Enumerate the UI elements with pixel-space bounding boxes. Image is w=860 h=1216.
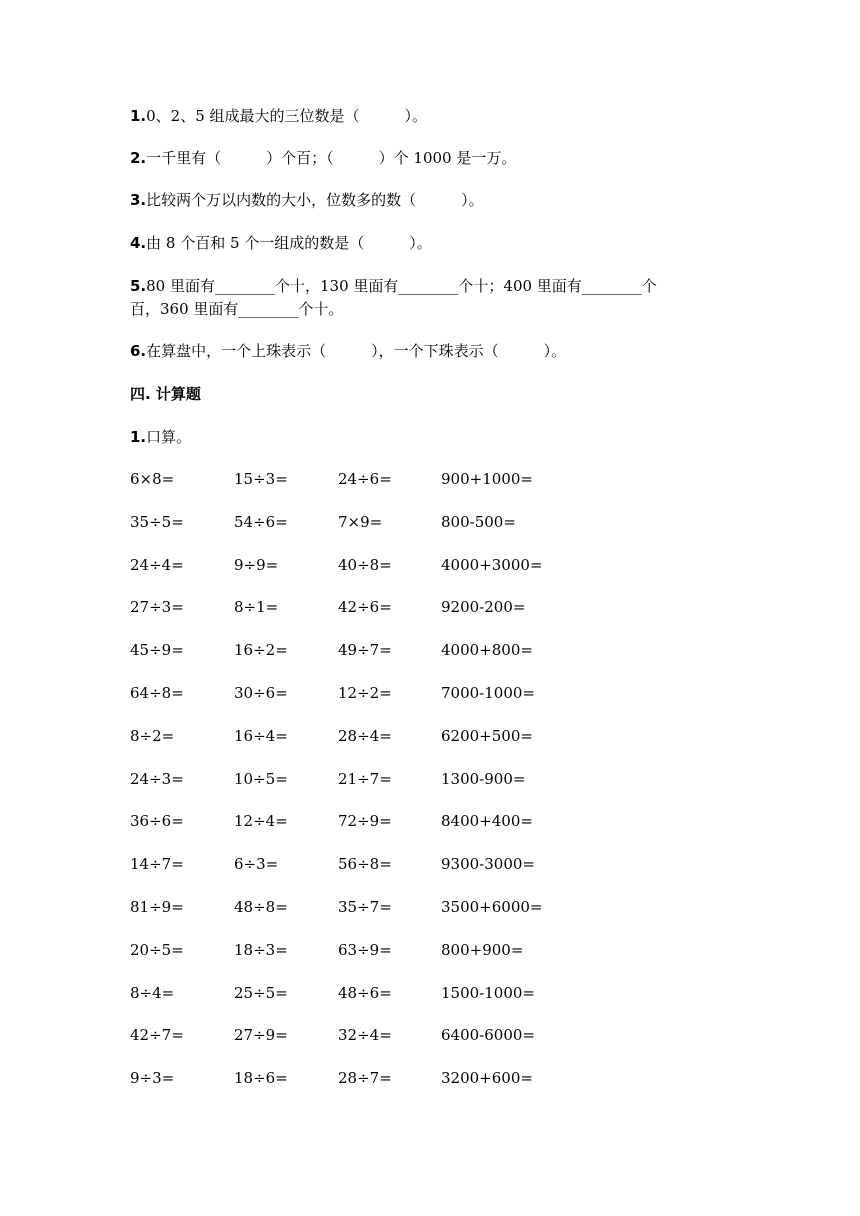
- question-number: 4.: [130, 234, 147, 252]
- calc-row: [0, 725, 860, 747]
- calc-row: [0, 554, 860, 576]
- question-number: 5.: [130, 277, 147, 295]
- calc-problem: 3500+6000=: [441, 898, 543, 916]
- calc-row: [0, 853, 860, 875]
- calc-problem: 40÷8=: [338, 556, 392, 574]
- calc-problem: 36÷6=: [130, 812, 184, 830]
- question-text: 一千里有（ ）个百；（ ）个 1000 是一万。: [146, 149, 517, 167]
- calc-problem: 14÷7=: [130, 855, 184, 873]
- calc-problem: 9÷9=: [234, 556, 279, 574]
- calc-problem: 800+900=: [441, 941, 524, 959]
- calc-row: [0, 982, 860, 1004]
- calc-problem: 6×8=: [130, 470, 175, 488]
- calc-problem: 7×9=: [338, 513, 383, 531]
- calc-problem: 32÷4=: [338, 1026, 392, 1044]
- calc-problem: 56÷8=: [338, 855, 392, 873]
- calc-problem: 9÷3=: [130, 1069, 175, 1087]
- calc-row: [0, 810, 860, 832]
- calc-problem: 7000-1000=: [441, 684, 535, 702]
- calc-problem: 6÷3=: [234, 855, 279, 873]
- calc-problem: 4000+800=: [441, 641, 533, 659]
- question-number: 3.: [130, 191, 147, 209]
- calc-problem: 42÷7=: [130, 1026, 184, 1044]
- calc-problem: 63÷9=: [338, 941, 392, 959]
- calc-problem: 900+1000=: [441, 470, 533, 488]
- calc-problem: 28÷7=: [338, 1069, 392, 1087]
- calc-problem: 24÷3=: [130, 770, 184, 788]
- question-4: [130, 232, 432, 254]
- calc-problem: 48÷6=: [338, 984, 392, 1002]
- calc-problem: 16÷4=: [234, 727, 288, 745]
- calc-row: [0, 639, 860, 661]
- calc-problem: 28÷4=: [338, 727, 392, 745]
- calc-row: [0, 1067, 860, 1089]
- calc-problem: 35÷5=: [130, 513, 184, 531]
- calc-problem: 8÷4=: [130, 984, 175, 1002]
- calc-row: [0, 896, 860, 918]
- calc-row: [0, 682, 860, 704]
- calc-problem: 18÷3=: [234, 941, 288, 959]
- question-6: [130, 340, 566, 362]
- calc-problem: 8÷1=: [234, 598, 279, 616]
- question-number: 6.: [130, 342, 147, 360]
- calc-problem: 81÷9=: [130, 898, 184, 916]
- calc-problem: 1300-900=: [441, 770, 526, 788]
- calc-row: [0, 468, 860, 490]
- calc-problem: 64÷8=: [130, 684, 184, 702]
- calc-problem: 16÷2=: [234, 641, 288, 659]
- calc-problem: 9300-3000=: [441, 855, 535, 873]
- calc-problem: 6200+500=: [441, 727, 533, 745]
- calc-problem: 45÷9=: [130, 641, 184, 659]
- calc-problem: 72÷9=: [338, 812, 392, 830]
- calc-problem: 48÷8=: [234, 898, 288, 916]
- calc-problem: 24÷6=: [338, 470, 392, 488]
- calc-problem: 1500-1000=: [441, 984, 535, 1002]
- question-5: [130, 275, 657, 297]
- calc-problem: 4000+3000=: [441, 556, 543, 574]
- calc-problem: 27÷9=: [234, 1026, 288, 1044]
- calc-problem: 9200-200=: [441, 598, 526, 616]
- calc-problem: 3200+600=: [441, 1069, 533, 1087]
- calc-problem: 12÷2=: [338, 684, 392, 702]
- calc-problem: 54÷6=: [234, 513, 288, 531]
- calc-problem: 30÷6=: [234, 684, 288, 702]
- calc-problem: 21÷7=: [338, 770, 392, 788]
- question-text-line2: 百，360 里面有________个十。: [130, 300, 344, 318]
- question-number: 1.: [130, 428, 147, 446]
- question-1: [130, 105, 427, 127]
- calc-problem: 42÷6=: [338, 598, 392, 616]
- calc-problem: 800-500=: [441, 513, 516, 531]
- sub-question-1: [130, 426, 191, 448]
- question-text: 口算。: [146, 428, 192, 446]
- calc-row: [0, 596, 860, 618]
- calc-problem: 8400+400=: [441, 812, 533, 830]
- calc-problem: 10÷5=: [234, 770, 288, 788]
- question-number: 2.: [130, 149, 147, 167]
- calc-row: [0, 768, 860, 790]
- calc-problem: 20÷5=: [130, 941, 184, 959]
- calc-problem: 12÷4=: [234, 812, 288, 830]
- calc-problem: 8÷2=: [130, 727, 175, 745]
- calc-row: [0, 1024, 860, 1046]
- question-text: 由 8 个百和 5 个一组成的数是（ ）。: [146, 234, 432, 252]
- section-title: 四. 计算题: [130, 385, 201, 403]
- question-text: 比较两个万以内数的大小，位数多的数（ ）。: [146, 191, 484, 209]
- question-5-continued: [130, 298, 343, 320]
- question-2: [130, 147, 516, 169]
- calc-problem: 15÷3=: [234, 470, 288, 488]
- question-3: [130, 189, 484, 211]
- calc-problem: 27÷3=: [130, 598, 184, 616]
- calc-row: [0, 939, 860, 961]
- question-text: 0、2、5 组成最大的三位数是（ ）。: [146, 107, 428, 125]
- calc-problem: 49÷7=: [338, 641, 392, 659]
- calc-problem: 24÷4=: [130, 556, 184, 574]
- calc-row: [0, 511, 860, 533]
- calc-problem: 18÷6=: [234, 1069, 288, 1087]
- calc-problem: 25÷5=: [234, 984, 288, 1002]
- question-text: 在算盘中，一个上珠表示（ ），一个下珠表示（ ）。: [146, 342, 567, 360]
- calc-problem: 35÷7=: [338, 898, 392, 916]
- question-text-line1: 80 里面有________个十，130 里面有________个十；400 里面有________个: [146, 277, 657, 295]
- question-number: 1.: [130, 107, 147, 125]
- calc-problem: 6400-6000=: [441, 1026, 535, 1044]
